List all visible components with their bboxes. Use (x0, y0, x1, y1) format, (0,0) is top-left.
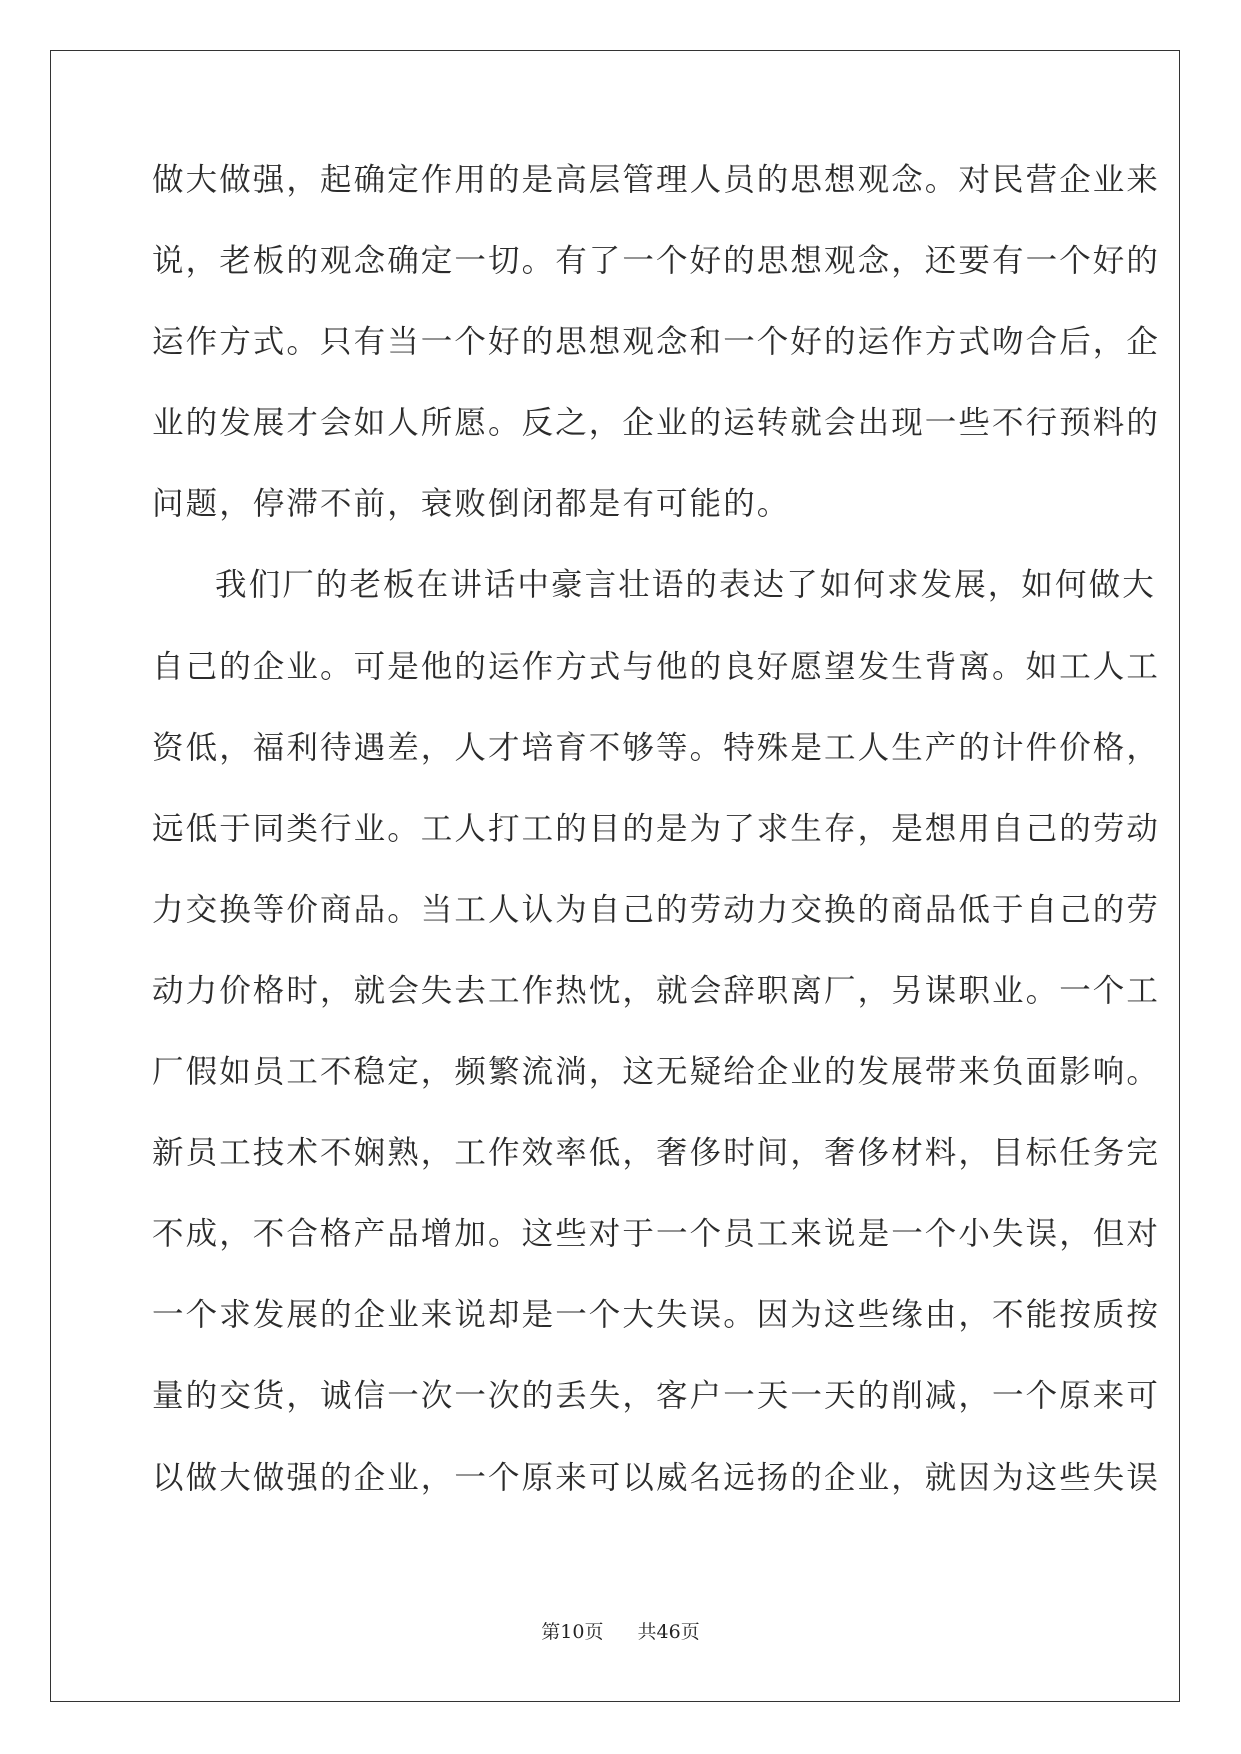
text-line-14: 不成，不合格产品增加。这些对于一个员工来说是一个小失误，但对 (152, 1216, 1161, 1253)
text-line-6: 我们厂的老板在讲话中豪言壮语的表达了如何求发展，如何做大 (215, 567, 1156, 604)
text-line-11: 动力价格时，就会失去工作热忱，就会辞职离厂，另谋职业。一个工 (152, 972, 1161, 1009)
text-line-7: 自己的企业。可是他的运作方式与他的良好愿望发生背离。如工人工 (152, 648, 1161, 685)
text-line-16: 量的交货，诚信一次一次的丢失，客户一天一天的削减，一个原来可 (152, 1378, 1161, 1415)
text-line-1: 做大做强，起确定作用的是高层管理人员的思想观念。对民营企业来 (152, 162, 1161, 198)
text-line-10: 力交换等价商品。当工人认为自己的劳动力交换的商品低于自己的劳 (152, 891, 1161, 928)
text-line-3: 运作方式。只有当一个好的思想观念和一个好的运作方式吻合后，企 (152, 324, 1161, 361)
text-line-12: 厂假如员工不稳定，频繁流淌，这无疑给企业的发展带来负面影响。 (152, 1054, 1161, 1091)
page-footer (0, 1617, 1241, 1644)
text-line-8: 资低，福利待遇差，人才培育不够等。特殊是工人生产的计件价格， (152, 729, 1161, 766)
document-body (152, 162, 1161, 1541)
page-total: 共46页 (637, 1621, 700, 1643)
text-line-9: 远低于同类行业。工人打工的目的是为了求生存，是想用自己的劳动 (152, 810, 1161, 847)
text-line-17: 以做大做强的企业，一个原来可以威名远扬的企业，就因为这些失误 (152, 1459, 1161, 1496)
text-line-15: 一个求发展的企业来说却是一个大失误。因为这些缘由，不能按质按 (152, 1297, 1161, 1334)
text-line-2: 说，老板的观念确定一切。有了一个好的思想观念，还要有一个好的 (152, 243, 1161, 280)
page-number: 第10页 (541, 1621, 604, 1643)
text-line-13: 新员工技术不娴熟，工作效率低，奢侈时间，奢侈材料，目标任务完 (152, 1135, 1161, 1172)
text-line-5: 问题，停滞不前，衰败倒闭都是有可能的。 (152, 486, 791, 523)
text-line-4: 业的发展才会如人所愿。反之，企业的运转就会出现一些不行预料的 (152, 405, 1161, 442)
